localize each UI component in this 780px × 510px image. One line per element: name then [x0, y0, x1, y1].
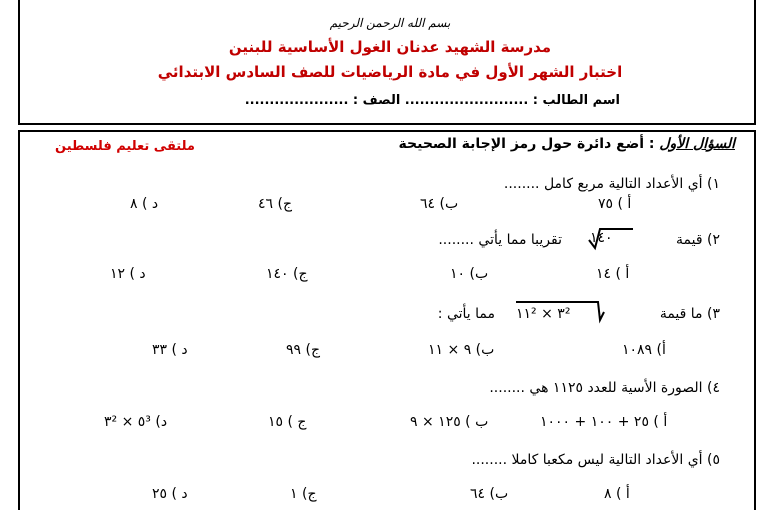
q3-option-c[interactable]: ج) ٩٩	[286, 342, 320, 358]
question-1-text: ١) أي الأعداد التالية مربع كامل ........	[503, 176, 720, 192]
exam-title: اختبار الشهر الأول في مادة الرياضيات للصف السادس الابتدائي	[157, 63, 623, 81]
question-3-prefix: ٣) ما قيمة	[659, 306, 720, 322]
q2-radicand: ١٤٠	[590, 230, 613, 246]
q5-option-c[interactable]: ج) ١	[290, 486, 317, 502]
q4-option-a[interactable]: أ ) ٢٥ + ١٠٠ + ١٠٠٠	[540, 414, 668, 430]
q3-option-a[interactable]: أ) ١٠٨٩	[622, 342, 666, 358]
question-5-text: ٥) أي الأعداد التالية ليس مكعبا كاملا ........	[471, 452, 720, 468]
q5-option-a[interactable]: أ ) ٨	[604, 486, 630, 502]
section-title	[399, 136, 735, 152]
question-4-text: ٤) الصورة الأسية للعدد ١١٢٥ هي ........	[489, 380, 720, 396]
q4-option-b[interactable]: ب ) ١٢٥ × ٩	[410, 414, 489, 430]
q1-option-b[interactable]: ب) ٦٤	[420, 196, 459, 212]
q4-option-c[interactable]: ج ) ١٥	[268, 414, 307, 430]
question-2-prefix: ٢) قيمة	[676, 232, 720, 248]
q1-option-a[interactable]: أ ) ٧٥	[598, 196, 632, 212]
q2-option-c[interactable]: ج) ١٤٠	[266, 266, 308, 282]
q3-option-d[interactable]: د ) ٣٣	[152, 342, 188, 358]
section-label: السؤال الأول	[659, 136, 735, 152]
q3-option-b[interactable]: ب) ٩ × ١١	[428, 342, 495, 358]
q2-option-d[interactable]: د ) ١٢	[110, 266, 146, 282]
q2-option-b[interactable]: ب) ١٠	[450, 266, 489, 282]
question-2-suffix: تقريبا مما يأتي ........	[438, 232, 562, 248]
basmala: بسم الله الرحمن الرحيم	[329, 16, 451, 30]
question-3-suffix: مما يأتي :	[437, 306, 495, 322]
q5-option-b[interactable]: ب) ٦٤	[470, 486, 509, 502]
q5-option-d[interactable]: د ) ٢٥	[152, 486, 188, 502]
section-instruction: : أضع دائرة حول رمز الإجابة الصحيحة	[398, 136, 655, 152]
student-info-line: اسم الطالب : ......................... الصف : .....................	[244, 93, 620, 108]
q3-radicand: ٣² × ١١²	[516, 306, 571, 322]
q1-option-c[interactable]: ج) ٤٦	[258, 196, 292, 212]
school-name: مدرسة الشهيد عدنان الغول الأساسية للبنين	[228, 38, 552, 56]
forum-label: ملتقى تعليم فلسطين	[55, 139, 195, 154]
q4-option-d[interactable]: د) ٥³ × ٣²	[104, 414, 168, 430]
q2-option-a[interactable]: أ ) ١٤	[596, 266, 630, 282]
q1-option-d[interactable]: د ) ٨	[130, 196, 159, 212]
